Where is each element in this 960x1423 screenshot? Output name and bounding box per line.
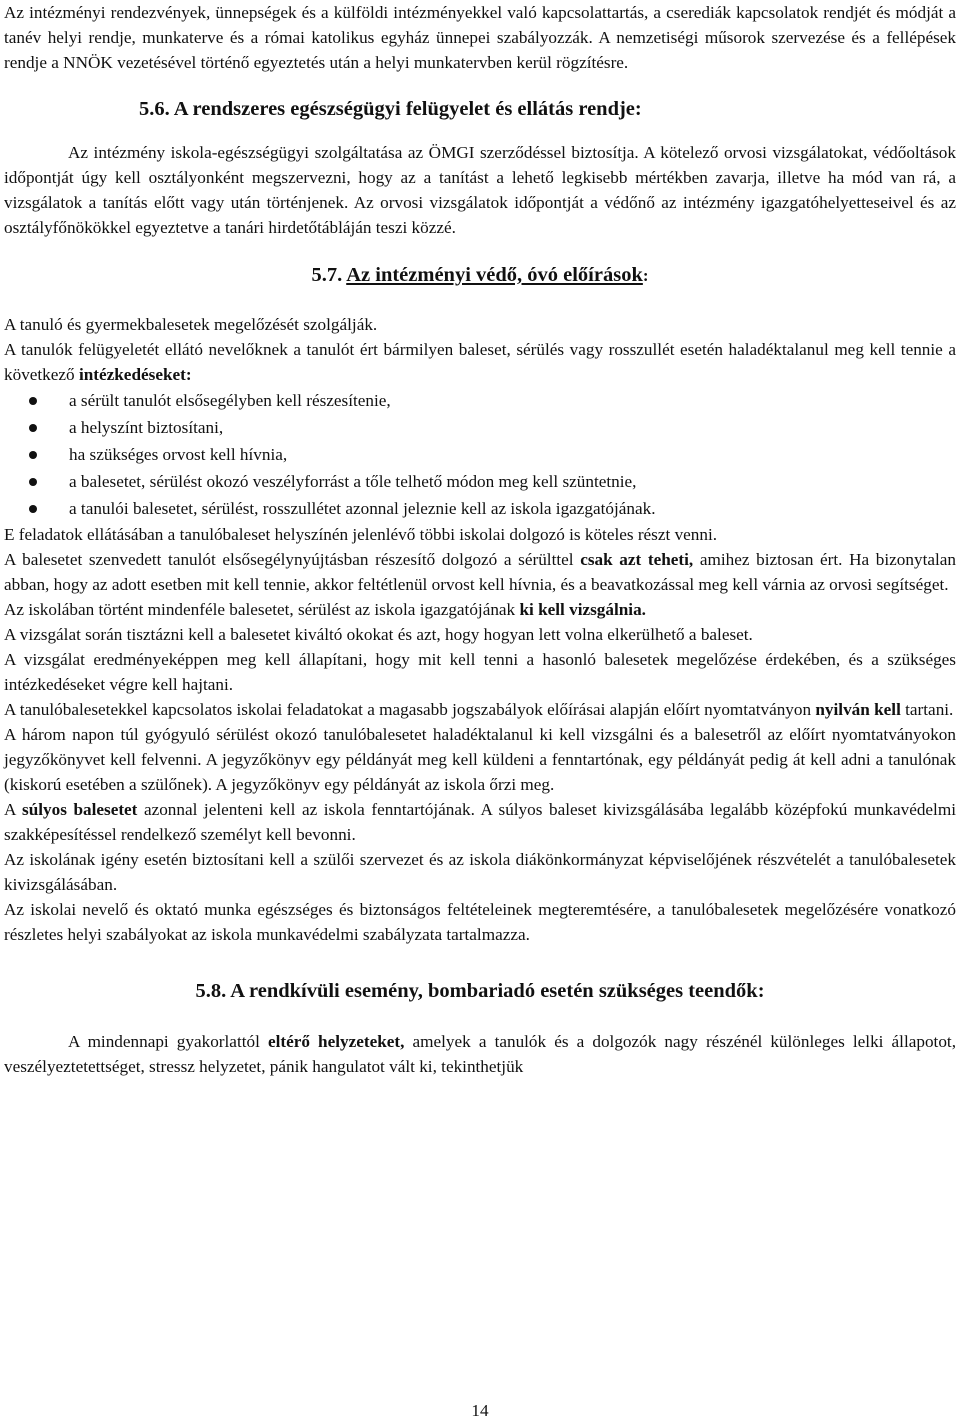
bold-text: csak azt teheti, bbox=[580, 550, 694, 569]
paragraph: A három napon túl gyógyuló sérülést okozó tanulóbalesetet haladéktalanul ki kell vizsgálni és a balesetről az előírt nyomtatványokon jegyzőkönyvet kell felvenni. A jegyzőkönyv egy példányát meg kell küldeni a fenntartónak, egy példányát pedig át kell adni a tanulónak (kiskorú esetében a szülőnek). A jegyzőkönyv egy példányát az iskola őrzi meg. bbox=[4, 725, 956, 794]
bold-text: súlyos balesetet bbox=[22, 800, 138, 819]
paragraph: A tanuló és gyermekbalesetek megelőzését szolgálják. bbox=[4, 315, 378, 334]
bullet-icon bbox=[29, 451, 37, 459]
section-5-8-heading bbox=[4, 977, 956, 1005]
bullet-icon bbox=[29, 397, 37, 405]
bullet-icon bbox=[29, 478, 37, 486]
bold-text: ki kell vizsgálnia. bbox=[519, 600, 646, 619]
list-item: a balesetet, sérülést okozó veszélyforrást a tőle telhető módon meg kell szüntetnie, bbox=[4, 468, 956, 495]
document-page bbox=[4, 0, 956, 1079]
bullet-icon bbox=[29, 424, 37, 432]
paragraph: Az iskolában történt mindenféle balesetet, sérülést az iskola igazgatójának ki kell vizsgálnia. bbox=[4, 600, 646, 619]
intro-paragraph: Az intézményi rendezvények, ünnepségek és a külföldi intézményekkel való kapcsolattartás, a cserediák kapcsolatok rendjét és módját a tanév helyi rendje, munkaterve és a római katolikus egyház ünnepei szabályozzák. A nemzetiségi műsorok szervezése és a fellépések rendje a NNÖK vezetésével történő egyeztetés után a helyi munkatervben kerül rögzítésre. bbox=[4, 3, 956, 72]
section-number: 5.6. bbox=[139, 98, 170, 120]
heading-colon: : bbox=[642, 266, 649, 285]
list-item: a sérült tanulót elsősegélyben kell részesítenie, bbox=[4, 387, 956, 414]
list-item: a helyszínt biztosítani, bbox=[4, 414, 956, 441]
bold-text: intézkedéseket: bbox=[78, 365, 192, 384]
bullet-icon bbox=[29, 505, 37, 513]
paragraph: A balesetet szenvedett tanulót elsősegélynyújtásban részesítő dolgozó a sérülttel csak azt teheti, amihez biztosan ért. Ha bizonytalan abban, hogy az adott esetben mit kell tennie, akkor feltétlenül orvost kell hívnia, és a beavatkozással meg kell várnia az orvosi segítséget. bbox=[4, 550, 956, 594]
paragraph: A súlyos balesetet azonnal jelenteni kell az iskola fenntartójának. A súlyos baleset kivizsgálásába legalább középfokú munkavédelmi szakképesítéssel rendelkező személyt kell bevonni. bbox=[4, 800, 956, 844]
section-5-7-heading bbox=[4, 261, 956, 290]
bold-text: eltérő helyzeteket, bbox=[267, 1032, 405, 1051]
section-number: 5.8. bbox=[195, 980, 227, 1002]
paragraph: A vizsgálat során tisztázni kell a balesetet kiváltó okokat és azt, hogy hogyan lett volna elkerülhető a baleset. bbox=[4, 625, 753, 644]
paragraph: A tanulóbalesetekkel kapcsolatos iskolai feladatokat a magasabb jogszabályok előírásai alapján előírt nyomtatványon nyilván kell tartani. bbox=[4, 700, 954, 719]
list-item: ha szükséges orvost kell hívnia, bbox=[4, 441, 956, 468]
bold-text: nyilván kell bbox=[815, 700, 901, 719]
action-list bbox=[4, 387, 956, 522]
page-number: 14 bbox=[471, 1401, 489, 1420]
section-number: 5.7. bbox=[311, 264, 343, 286]
paragraph bbox=[4, 337, 956, 387]
paragraph: Az iskolának igény esetén biztosítani kell a szülői szervezet és az iskola diákönkormányzat képviselőjének részvételét a tanulóbalesetek kivizsgálásában. bbox=[4, 850, 956, 894]
paragraph: A vizsgálat eredményeképpen meg kell állapítani, hogy mit kell tenni a hasonló balesetek megelőzése érdekében, és a szükséges intézkedéseket végre kell hajtani. bbox=[4, 650, 956, 694]
paragraph: Az iskolai nevelő és oktató munka egészséges és biztonságos feltételeinek megteremtésére, a tanulóbalesetek megelőzésére vonatkozó részletes helyi szabályokat az iskola munkavédelmi szabályzata tartalmazza. bbox=[4, 900, 956, 944]
list-item: a tanulói balesetet, sérülést, rosszullétet azonnal jeleznie kell az iskola igazgatójának. bbox=[4, 495, 956, 522]
paragraph: E feladatok ellátásában a tanulóbaleset helyszínén jelenlévő többi iskolai dolgozó is köteles részt venni. bbox=[4, 525, 718, 544]
section-5-6-heading bbox=[4, 95, 956, 123]
section-title: Az intézményi védő, óvó előírások bbox=[346, 264, 643, 286]
section-title: A rendszeres egészségügyi felügyelet és ellátás rendje: bbox=[173, 98, 642, 120]
section-title: A rendkívüli esemény, bombariadó esetén szükséges teendők: bbox=[230, 980, 765, 1002]
section-5-6-body: Az intézmény iskola-egészségügyi szolgáltatása az ÖMGI szerződéssel biztosítja. A kötelező orvosi vizsgálatokat, védőoltások időpontját úgy kell osztályonként megszervezni, hogy az a tanítást a lehető legkisebb mértékben zavarja, illetve ha mód van rá, a vizsgálatok a tanítás előtt vagy után történjenek. Az orvosi vizsgálatok időpontját a védőnő az intézmény igazgatóhelyetteseivel és az osztályfőnökökkel egyeztetve a tanári hirdetőtábláján teszi közzé. bbox=[4, 143, 956, 237]
text: A tanulók felügyeletét ellátó nevelőknek a tanulót ért bármilyen baleset, sérülés vagy rosszullét esetén haladéktalanul meg kell tennie a következő bbox=[4, 340, 956, 384]
section-5-8-body: A mindennapi gyakorlattól eltérő helyzeteket, amelyek a tanulók és a dolgozók nagy részénél különleges lelki állapotot, veszélyeztetettséget, stressz helyzetet, pánik hangulatot vált ki, tekinthetjük bbox=[4, 1032, 956, 1076]
